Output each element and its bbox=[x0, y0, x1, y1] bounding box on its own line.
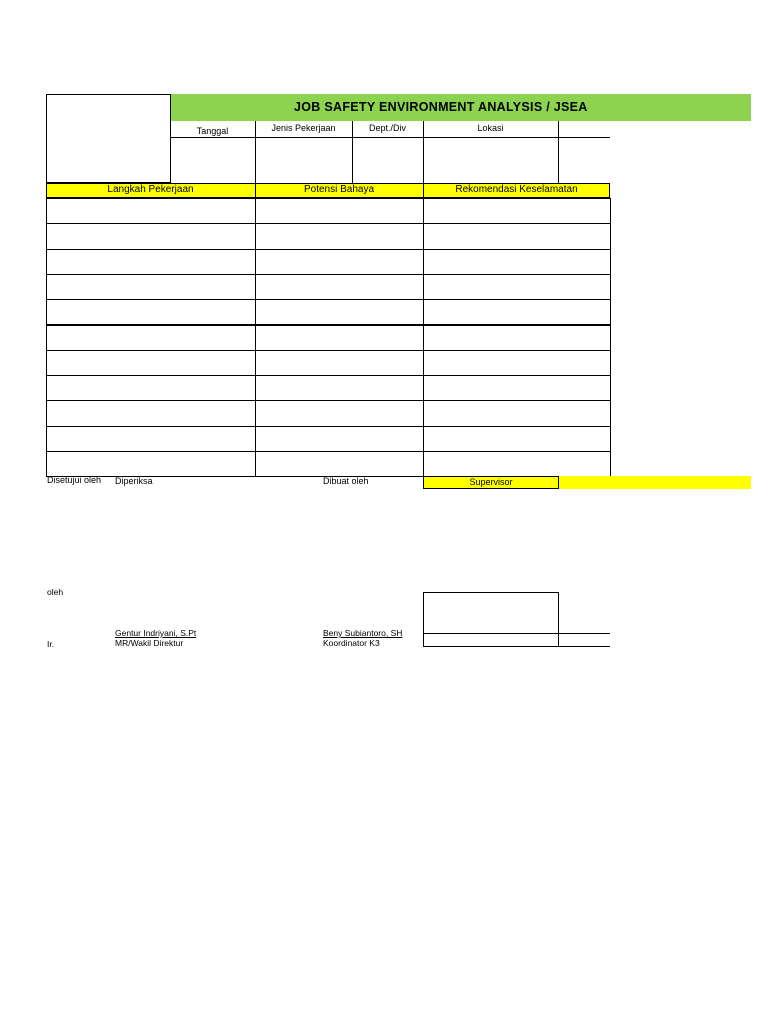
rekomendasi-keselamatan-header: Rekomendasi Keselamatan bbox=[455, 184, 578, 195]
langkah-cell[interactable] bbox=[46, 426, 256, 452]
rekomendasi-cell[interactable] bbox=[423, 249, 611, 275]
potensi-cell[interactable] bbox=[255, 274, 424, 300]
langkah-cell[interactable] bbox=[46, 274, 256, 300]
rekomendasi-cell[interactable] bbox=[423, 198, 611, 224]
dept-div-value[interactable] bbox=[353, 138, 423, 183]
disetujui-label: Disetujui oleh bbox=[47, 476, 102, 485]
potensi-cell[interactable] bbox=[255, 249, 424, 275]
rekomendasi-cell[interactable] bbox=[423, 426, 611, 452]
potensi-cell[interactable] bbox=[255, 426, 424, 452]
rekomendasi-cell[interactable] bbox=[423, 274, 611, 300]
tanggal-label: Tanggal bbox=[196, 126, 229, 136]
langkah-cell[interactable] bbox=[46, 400, 256, 426]
langkah-cell[interactable] bbox=[46, 249, 256, 275]
potensi-cell[interactable] bbox=[255, 400, 424, 426]
diperiksa-name: Gentur Indriyani, S.Pt bbox=[115, 628, 197, 638]
tanggal-value[interactable] bbox=[170, 138, 255, 183]
rekomendasi-cell[interactable] bbox=[423, 451, 611, 477]
dibuat-title: Koordinator K3 bbox=[323, 638, 380, 648]
potensi-cell[interactable] bbox=[255, 375, 424, 401]
potensi-cell[interactable] bbox=[255, 451, 424, 477]
potensi-cell[interactable] bbox=[255, 223, 424, 249]
rekomendasi-cell[interactable] bbox=[423, 299, 611, 325]
langkah-cell[interactable] bbox=[46, 375, 256, 401]
header-vline-4 bbox=[558, 121, 559, 183]
dibuat-name: Beny Subiantoro, SH bbox=[323, 628, 403, 638]
logo-box bbox=[46, 94, 171, 183]
potensi-cell[interactable] bbox=[255, 198, 424, 224]
form-title: JOB SAFETY ENVIRONMENT ANALYSIS / JSEA bbox=[294, 100, 588, 114]
potensi-cell[interactable] bbox=[255, 325, 424, 351]
supervisor-name-line bbox=[423, 633, 610, 647]
lokasi-value[interactable] bbox=[424, 138, 558, 183]
langkah-cell[interactable] bbox=[46, 350, 256, 376]
form-title-clip bbox=[170, 94, 610, 121]
dibuat-label: Dibuat oleh bbox=[323, 476, 369, 486]
rekomendasi-cell[interactable] bbox=[423, 350, 611, 376]
lokasi-label: Lokasi bbox=[477, 123, 504, 133]
langkah-cell[interactable] bbox=[46, 223, 256, 249]
supervisor-name-vline-2 bbox=[558, 633, 559, 647]
jenis-pekerjaan-value[interactable] bbox=[256, 138, 352, 183]
potensi-cell[interactable] bbox=[255, 299, 424, 325]
diperiksa-title: MR/Wakil Direktur bbox=[115, 638, 184, 648]
rekomendasi-cell[interactable] bbox=[423, 325, 611, 351]
langkah-cell[interactable] bbox=[46, 451, 256, 477]
supervisor-signature-box[interactable] bbox=[423, 592, 559, 634]
dept-div-label: Dept./Div bbox=[368, 123, 406, 133]
rekomendasi-cell[interactable] bbox=[423, 375, 611, 401]
potensi-bahaya-header: Potensi Bahaya bbox=[303, 184, 375, 195]
supervisor-label: Supervisor bbox=[469, 477, 513, 487]
rekomendasi-cell[interactable] bbox=[423, 223, 611, 249]
rekomendasi-cell[interactable] bbox=[423, 400, 611, 426]
jenis-pekerjaan-label: Jenis Pekerjaan bbox=[271, 123, 336, 133]
langkah-cell[interactable] bbox=[46, 325, 256, 351]
supervisor-name-vline-1 bbox=[423, 633, 424, 647]
langkah-pekerjaan-header: Langkah Pekerjaan bbox=[107, 184, 194, 195]
langkah-cell[interactable] bbox=[46, 198, 256, 224]
langkah-cell[interactable] bbox=[46, 299, 256, 325]
disetujui-label-cont: oleh bbox=[47, 587, 64, 597]
disetujui-name: Ir. bbox=[47, 639, 55, 649]
diperiksa-label: Diperiksa bbox=[115, 476, 153, 486]
potensi-cell[interactable] bbox=[255, 350, 424, 376]
